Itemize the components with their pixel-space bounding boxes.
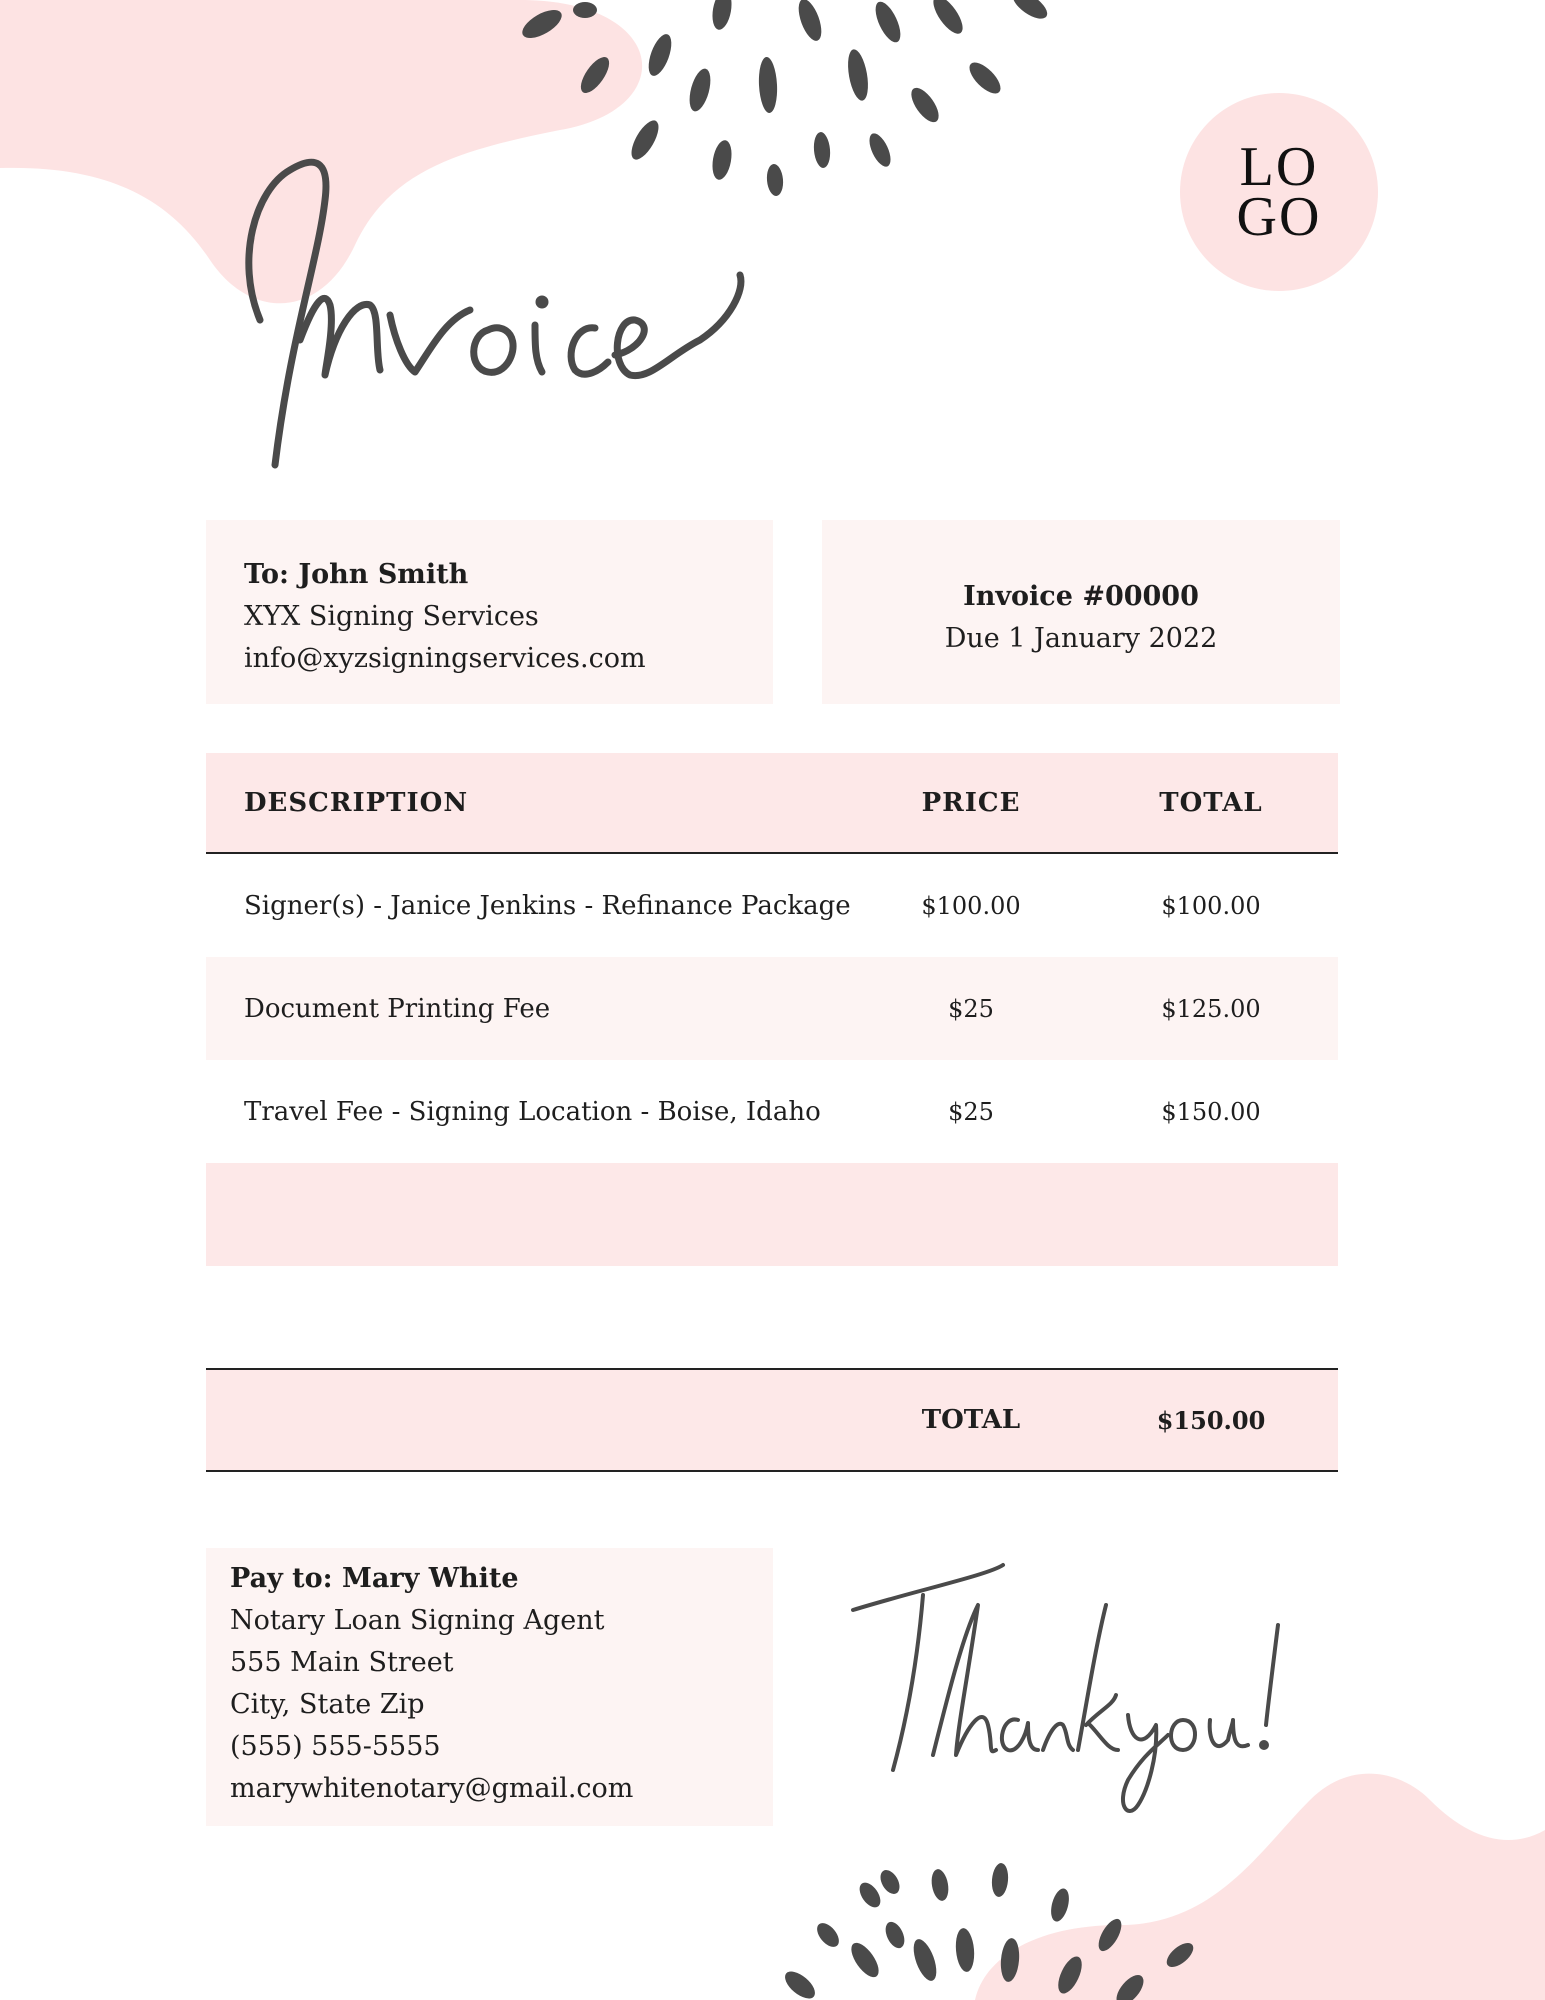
pay-to-box bbox=[206, 1548, 773, 1826]
column-header-total: TOTAL bbox=[1159, 787, 1263, 818]
table-row bbox=[206, 1060, 1338, 1163]
total-bar bbox=[206, 1368, 1338, 1472]
thank-you-script bbox=[838, 1545, 1308, 1825]
invoice-due-date: Due 1 January 2022 bbox=[944, 623, 1218, 654]
bill-to-name: To: John Smith bbox=[244, 559, 469, 590]
line-items-table bbox=[206, 753, 1338, 1266]
pay-to-email: marywhitenotary@gmail.com bbox=[230, 1773, 634, 1804]
row-description: Signer(s) - Janice Jenkins - Refinance Package bbox=[244, 890, 851, 921]
pay-to-role: Notary Loan Signing Agent bbox=[230, 1605, 605, 1636]
table-header bbox=[206, 753, 1338, 854]
row-description: Travel Fee - Signing Location - Boise, Idaho bbox=[244, 1096, 821, 1127]
row-price: $100.00 bbox=[921, 891, 1021, 920]
table-row-empty bbox=[206, 1163, 1338, 1266]
column-header-description: DESCRIPTION bbox=[244, 787, 469, 818]
table-row bbox=[206, 957, 1338, 1060]
bill-to-box bbox=[206, 520, 773, 704]
invoice-script-title bbox=[230, 140, 770, 480]
bill-to-email: info@xyzsigningservices.com bbox=[244, 643, 646, 674]
row-description: Document Printing Fee bbox=[244, 993, 551, 1024]
row-total: $150.00 bbox=[1161, 1097, 1261, 1126]
invoice-meta-box bbox=[822, 520, 1340, 704]
pay-to-street: 555 Main Street bbox=[230, 1647, 454, 1678]
table-row bbox=[206, 854, 1338, 957]
row-total: $100.00 bbox=[1161, 891, 1261, 920]
pay-to-name: Pay to: Mary White bbox=[230, 1563, 519, 1594]
total-label: TOTAL bbox=[921, 1405, 1021, 1435]
bill-to-company: XYX Signing Services bbox=[244, 601, 539, 632]
total-value: $150.00 bbox=[1156, 1405, 1266, 1435]
brush-strokes-bottom bbox=[780, 1862, 1197, 2000]
logo-text: LOGO bbox=[1236, 136, 1322, 248]
pay-to-phone: (555) 555-5555 bbox=[230, 1731, 441, 1762]
row-price: $25 bbox=[948, 1097, 994, 1126]
row-price: $25 bbox=[948, 994, 994, 1023]
column-header-price: PRICE bbox=[921, 787, 1021, 818]
company-logo bbox=[1180, 93, 1378, 291]
row-total: $125.00 bbox=[1161, 994, 1261, 1023]
pay-to-city: City, State Zip bbox=[230, 1689, 425, 1720]
invoice-number: Invoice #00000 bbox=[963, 581, 1199, 612]
